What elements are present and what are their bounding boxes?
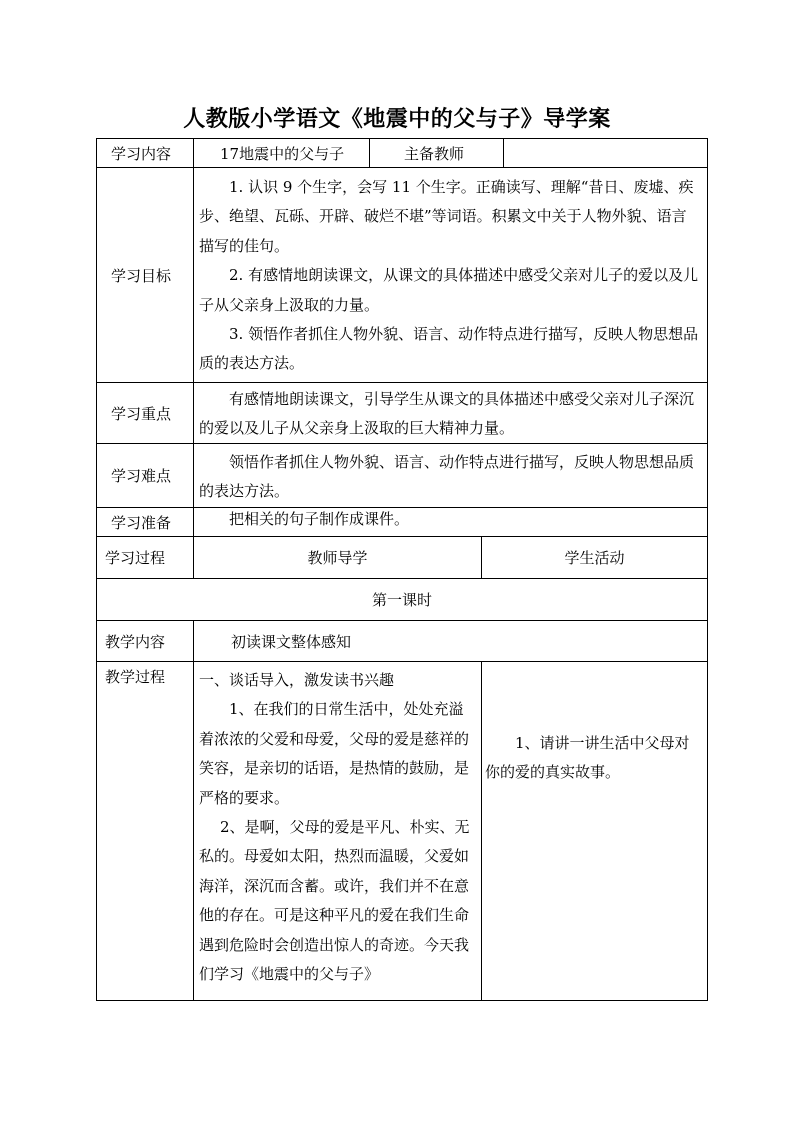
teaching-content-label: 教学内容 [96, 621, 193, 661]
teaching-content-cell [193, 621, 708, 661]
lesson-title: 第一课时 [96, 579, 708, 620]
objectives-label: 学习目标 [96, 168, 193, 382]
guide-heading: 一、谈话导入，激发读书兴趣 [199, 671, 395, 689]
key-points-row [96, 382, 708, 443]
lesson-row [96, 578, 708, 620]
teaching-process-guide [193, 662, 481, 1000]
preparation-row [96, 507, 708, 536]
guide-paragraph-1: 1、在我们的日常生活中，处处充溢着浓浓的父爱和母爱，父母的爱是慈祥的笑容，是亲切的话语，是热情的鼓励，是严格的要求。 [199, 700, 470, 807]
teaching-process-row [96, 661, 708, 1001]
difficulties-label: 学习难点 [96, 444, 193, 507]
process-label: 学习过程 [96, 537, 193, 578]
content-value: 17地震中的父与子 [193, 139, 369, 167]
teacher-label: 主备教师 [369, 139, 503, 167]
teaching-process-student [481, 662, 708, 1000]
difficulties-content [193, 444, 708, 507]
objectives-row [96, 167, 708, 382]
student-activity-text: 1、请讲一讲生活中父母对你的爱的真实故事。 [485, 734, 690, 782]
teacher-value [503, 139, 708, 167]
page-title: 人教版小学语文《地震中的父与子》导学案 [183, 106, 611, 132]
guide-paragraph-2: 2、是啊，父母的爱是平凡、朴实、无私的。母爱如太阳，热烈而温暖，父爱如海洋，深沉而含蓄。或许，我们并不在意他的存在。可是这种平凡的爱在我们生命遇到危险时会创造出惊人的奇迹。今天我们学习《地震中的父与子》 [199, 818, 470, 984]
teacher-guide-header: 教师导学 [193, 537, 481, 578]
key-points-label: 学习重点 [96, 383, 193, 443]
teaching-content-row [96, 620, 708, 661]
key-points-content [193, 383, 708, 443]
preparation-label: 学习准备 [96, 508, 193, 536]
objective-1: 1. 认识 9 个生字，会写 11 个生字。正确读写、理解“昔日、废墟、疾步、绝望、瓦砾、开辟、破烂不堪”等词语。积累文中关于人物外貌、语言描写的佳句。 [199, 178, 694, 255]
content-row [96, 138, 708, 167]
key-points-text: 有感情地朗读课文，引导学生从课文的具体描述中感受父亲对儿子深沉的爱以及儿子从父亲身上汲取的巨大精神力量。 [199, 390, 695, 438]
preparation-text: 把相关的句子制作成课件。 [229, 510, 410, 528]
student-activity-header: 学生活动 [481, 537, 708, 578]
preparation-content [193, 508, 708, 536]
difficulties-text: 领悟作者抓住人物外貌、语言、动作特点进行描写，反映人物思想品质的表达方法。 [199, 453, 695, 501]
teaching-content-text: 初读课文整体感知 [231, 632, 352, 651]
content-label: 学习内容 [96, 139, 193, 167]
objective-2: 2. 有感情地朗读课文，从课文的具体描述中感受父亲对儿子的爱以及儿子从父亲身上汲取的力量。 [199, 266, 699, 314]
teaching-process-label: 教学过程 [96, 662, 193, 1000]
process-header-row [96, 536, 708, 578]
difficulties-row [96, 443, 708, 507]
objectives-content [193, 168, 708, 382]
objective-3: 3. 领悟作者抓住人物外貌、语言、动作特点进行描写，反映人物思想品质的表达方法。 [199, 325, 699, 373]
